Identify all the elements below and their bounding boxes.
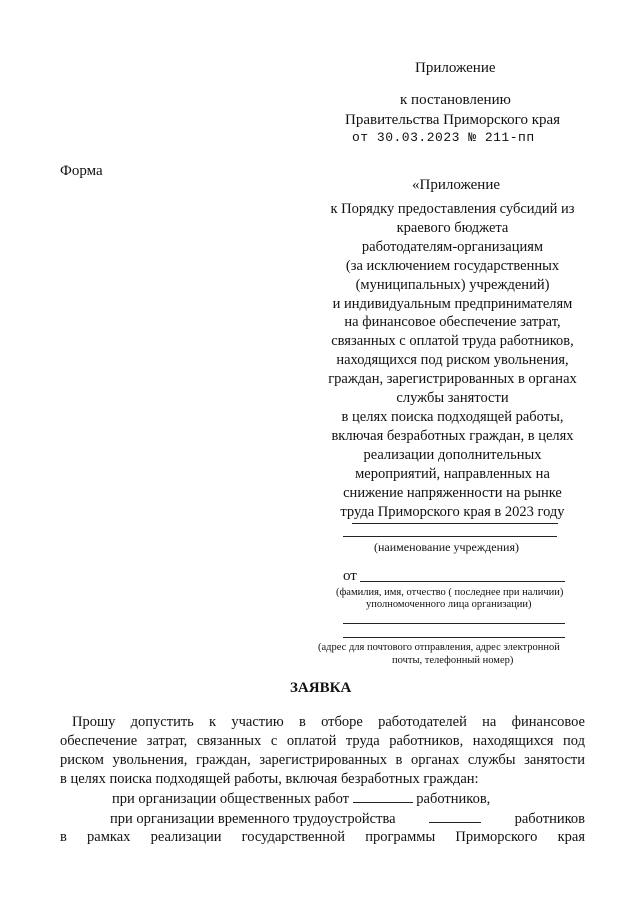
- body-line-2: обеспечение затрат, связанных с оплатой труда работников, находящихся под: [60, 733, 585, 749]
- body-line-1: Прошу допустить к участию в отборе работодателей на финансовое: [72, 714, 585, 730]
- institution-line-1: [352, 523, 558, 524]
- from-line: [360, 581, 565, 582]
- order-title-line: в целях поиска подходящей работы,: [341, 408, 564, 425]
- order-title-line: реализации дополнительных: [363, 446, 542, 463]
- form-label: Форма: [60, 163, 103, 179]
- public-works-line: [112, 790, 490, 809]
- order-title-line: снижение напряженности на рынке: [343, 484, 562, 501]
- body-line-3: риском увольнения, граждан, зарегистрированных в органах службы занятости: [60, 752, 585, 768]
- document-title: ЗАЯВКА: [290, 680, 352, 696]
- order-title-line: мероприятий, направленных на: [355, 465, 550, 482]
- public-works-prefix: при организации общественных работ: [112, 791, 350, 807]
- order-title-line: находящихся под риском увольнения,: [336, 352, 569, 369]
- order-title-line: краевого бюджета: [396, 219, 509, 236]
- order-title-line: (за исключением государственных: [345, 257, 560, 274]
- address-caption-2: почты, телефонный номер): [392, 655, 514, 666]
- address-line-1: [343, 623, 565, 624]
- order-title-line: работодателям-организациям: [361, 238, 544, 255]
- order-title-line: связанных с оплатой труда работников,: [331, 333, 574, 350]
- address-caption-1: (адрес для почтового отправления, адрес электронной: [318, 642, 560, 653]
- temp-employment-line: [110, 810, 585, 829]
- temp-prefix: при организации временного трудоустройства: [110, 811, 396, 827]
- order-title-block: [310, 200, 595, 521]
- to-resolution-text: к постановлению: [400, 92, 511, 108]
- fio-caption-2: уполномоченного лица организации): [366, 599, 532, 610]
- order-title-line: и индивидуальным предпринимателям: [332, 295, 573, 312]
- institution-line-2: [343, 536, 557, 537]
- order-title-line: граждан, зарегистрированных в органах: [328, 371, 577, 388]
- order-title-line: (муниципальных) учреждений): [355, 276, 550, 293]
- order-title-line: на финансовое обеспечение затрат,: [344, 314, 561, 331]
- temp-suffix: работников: [514, 811, 585, 827]
- date-number-text: от 30.03.2023 № 211-пп: [352, 130, 535, 145]
- body-last-line: в рамках реализации государственной программы Приморского края: [60, 829, 585, 845]
- order-title-line: к Порядку предоставления субсидий из: [330, 201, 575, 217]
- from-label: от: [343, 568, 357, 584]
- fio-caption-1: (фамилия, имя, отчество ( последнее при наличии): [336, 587, 564, 598]
- public-works-blank: [353, 790, 413, 803]
- order-title-line: службы занятости: [396, 390, 509, 407]
- appendix-heading: Приложение: [415, 60, 496, 76]
- order-title-line: труда Приморского края в 2023 году: [340, 503, 565, 520]
- public-works-suffix: работников,: [416, 791, 491, 807]
- temp-blank: [429, 810, 481, 823]
- institution-caption: (наименование учреждения): [374, 540, 519, 554]
- order-title-line: включая безработных граждан, в целях: [331, 427, 574, 444]
- appendix-quote: «Приложение: [412, 177, 501, 193]
- body-line-4: в целях поиска подходящей работы, включая безработных граждан:: [60, 771, 479, 787]
- government-text: Правительства Приморского края: [345, 112, 561, 128]
- address-line-2: [343, 637, 565, 638]
